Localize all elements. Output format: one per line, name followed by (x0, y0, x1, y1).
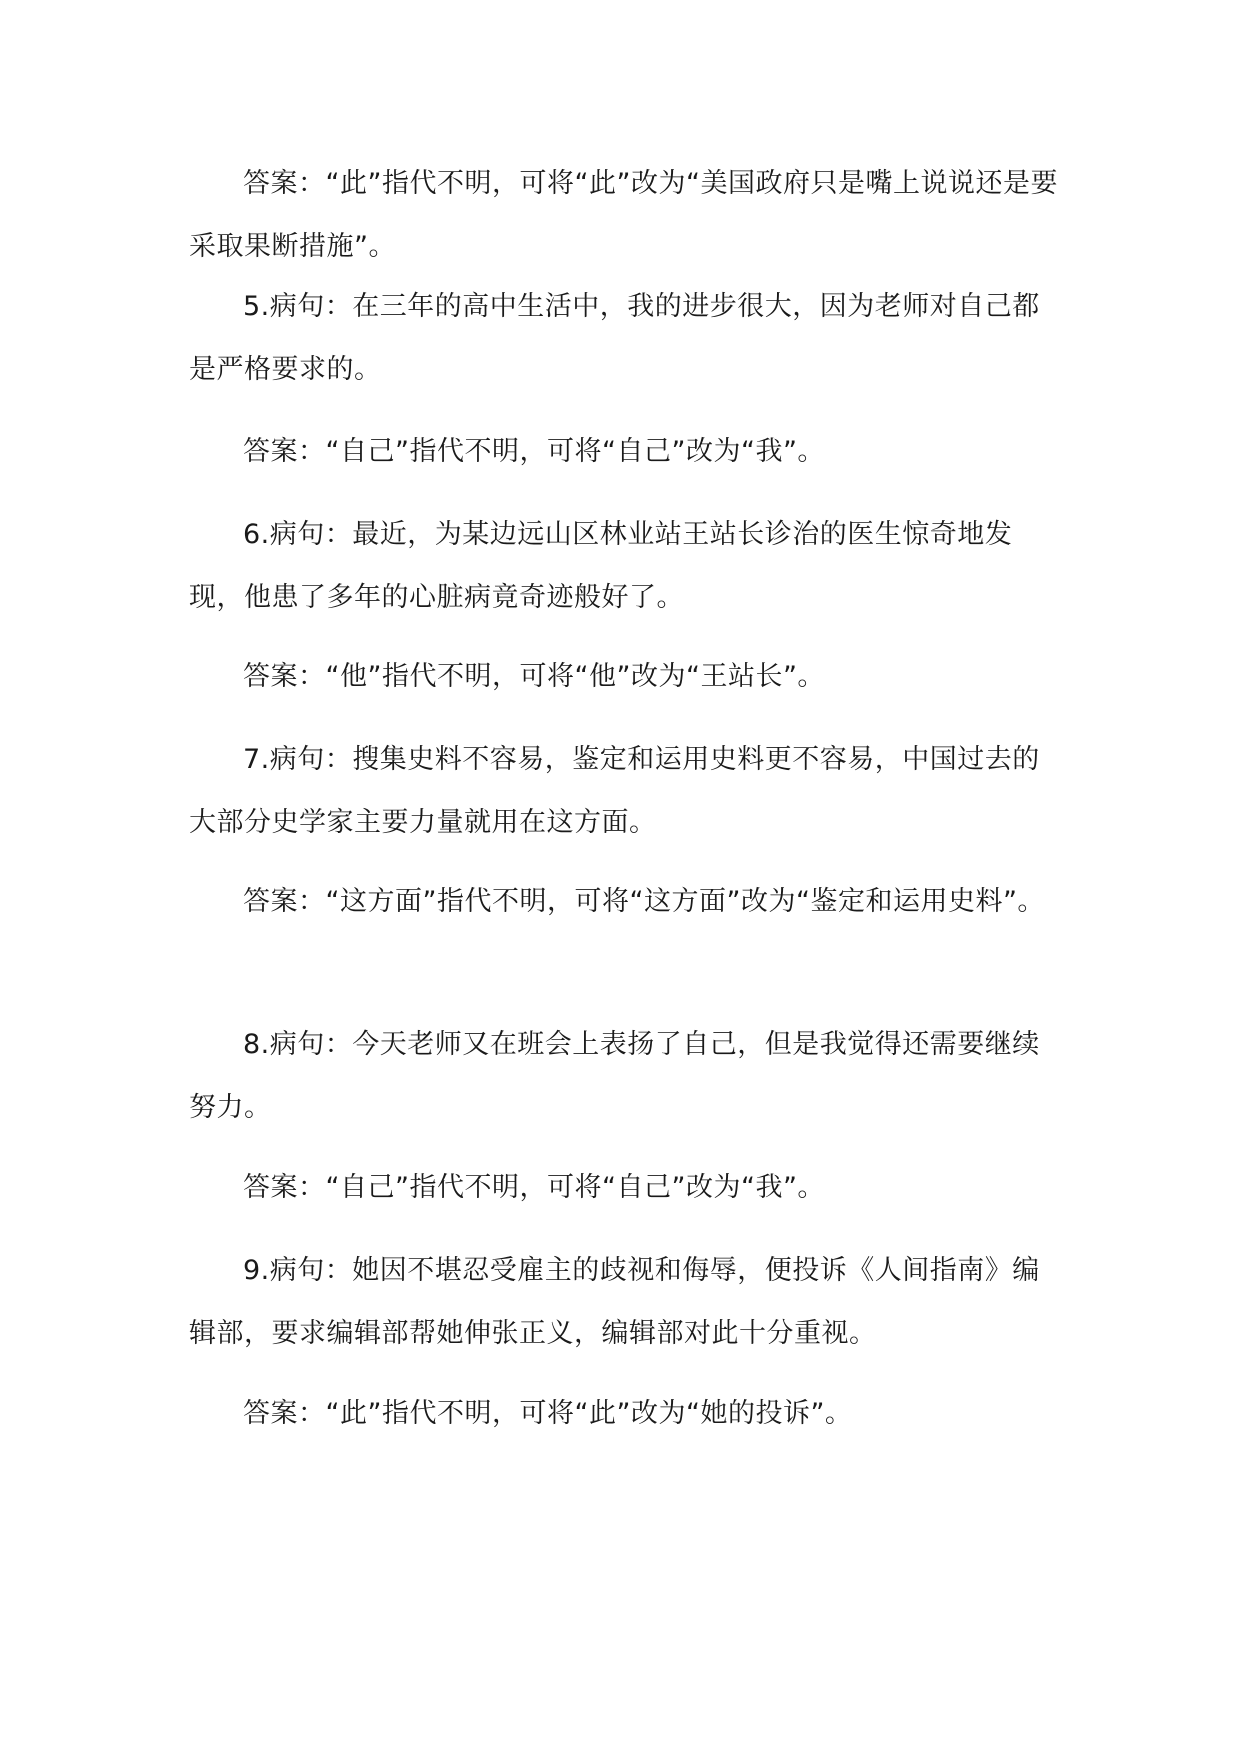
question-paragraph: 9.病句：她因不堪忍受雇主的歧视和侮辱，便投诉《人间指南》编辑部，要求编辑部帮她伸张正义，编辑部对此十分重视。 (189, 1255, 1040, 1349)
question-paragraph: 6.病句：最近，为某边远山区林业站王站长诊治的医生惊奇地发现，他患了多年的心脏病竟奇迹般好了。 (189, 519, 1013, 613)
question-paragraph: 8.病句：今天老师又在班会上表扬了自己，但是我觉得还需要继续努力。 (189, 1029, 1040, 1123)
question-paragraph: 7.病句：搜集史料不容易，鉴定和运用史料更不容易，中国过去的大部分史学家主要力量就用在这方面。 (189, 744, 1040, 838)
answer-paragraph: 答案：“他”指代不明，可将“他”改为“王站长”。 (243, 661, 825, 692)
answer-paragraph: 答案：“此”指代不明，可将“此”改为“美国政府只是嘴上说说还是要采取果断措施”。 (189, 168, 1058, 262)
answer-paragraph: 答案：“此”指代不明，可将“此”改为“她的投诉”。 (243, 1398, 853, 1429)
answer-paragraph: 答案：“这方面”指代不明，可将“这方面”改为“鉴定和运用史料”。 (243, 886, 1045, 917)
answer-paragraph: 答案：“自己”指代不明，可将“自己”改为“我”。 (243, 436, 825, 467)
answer-paragraph: 答案：“自己”指代不明，可将“自己”改为“我”。 (243, 1172, 825, 1203)
question-paragraph: 5.病句：在三年的高中生活中，我的进步很大，因为老师对自己都是严格要求的。 (189, 291, 1040, 385)
